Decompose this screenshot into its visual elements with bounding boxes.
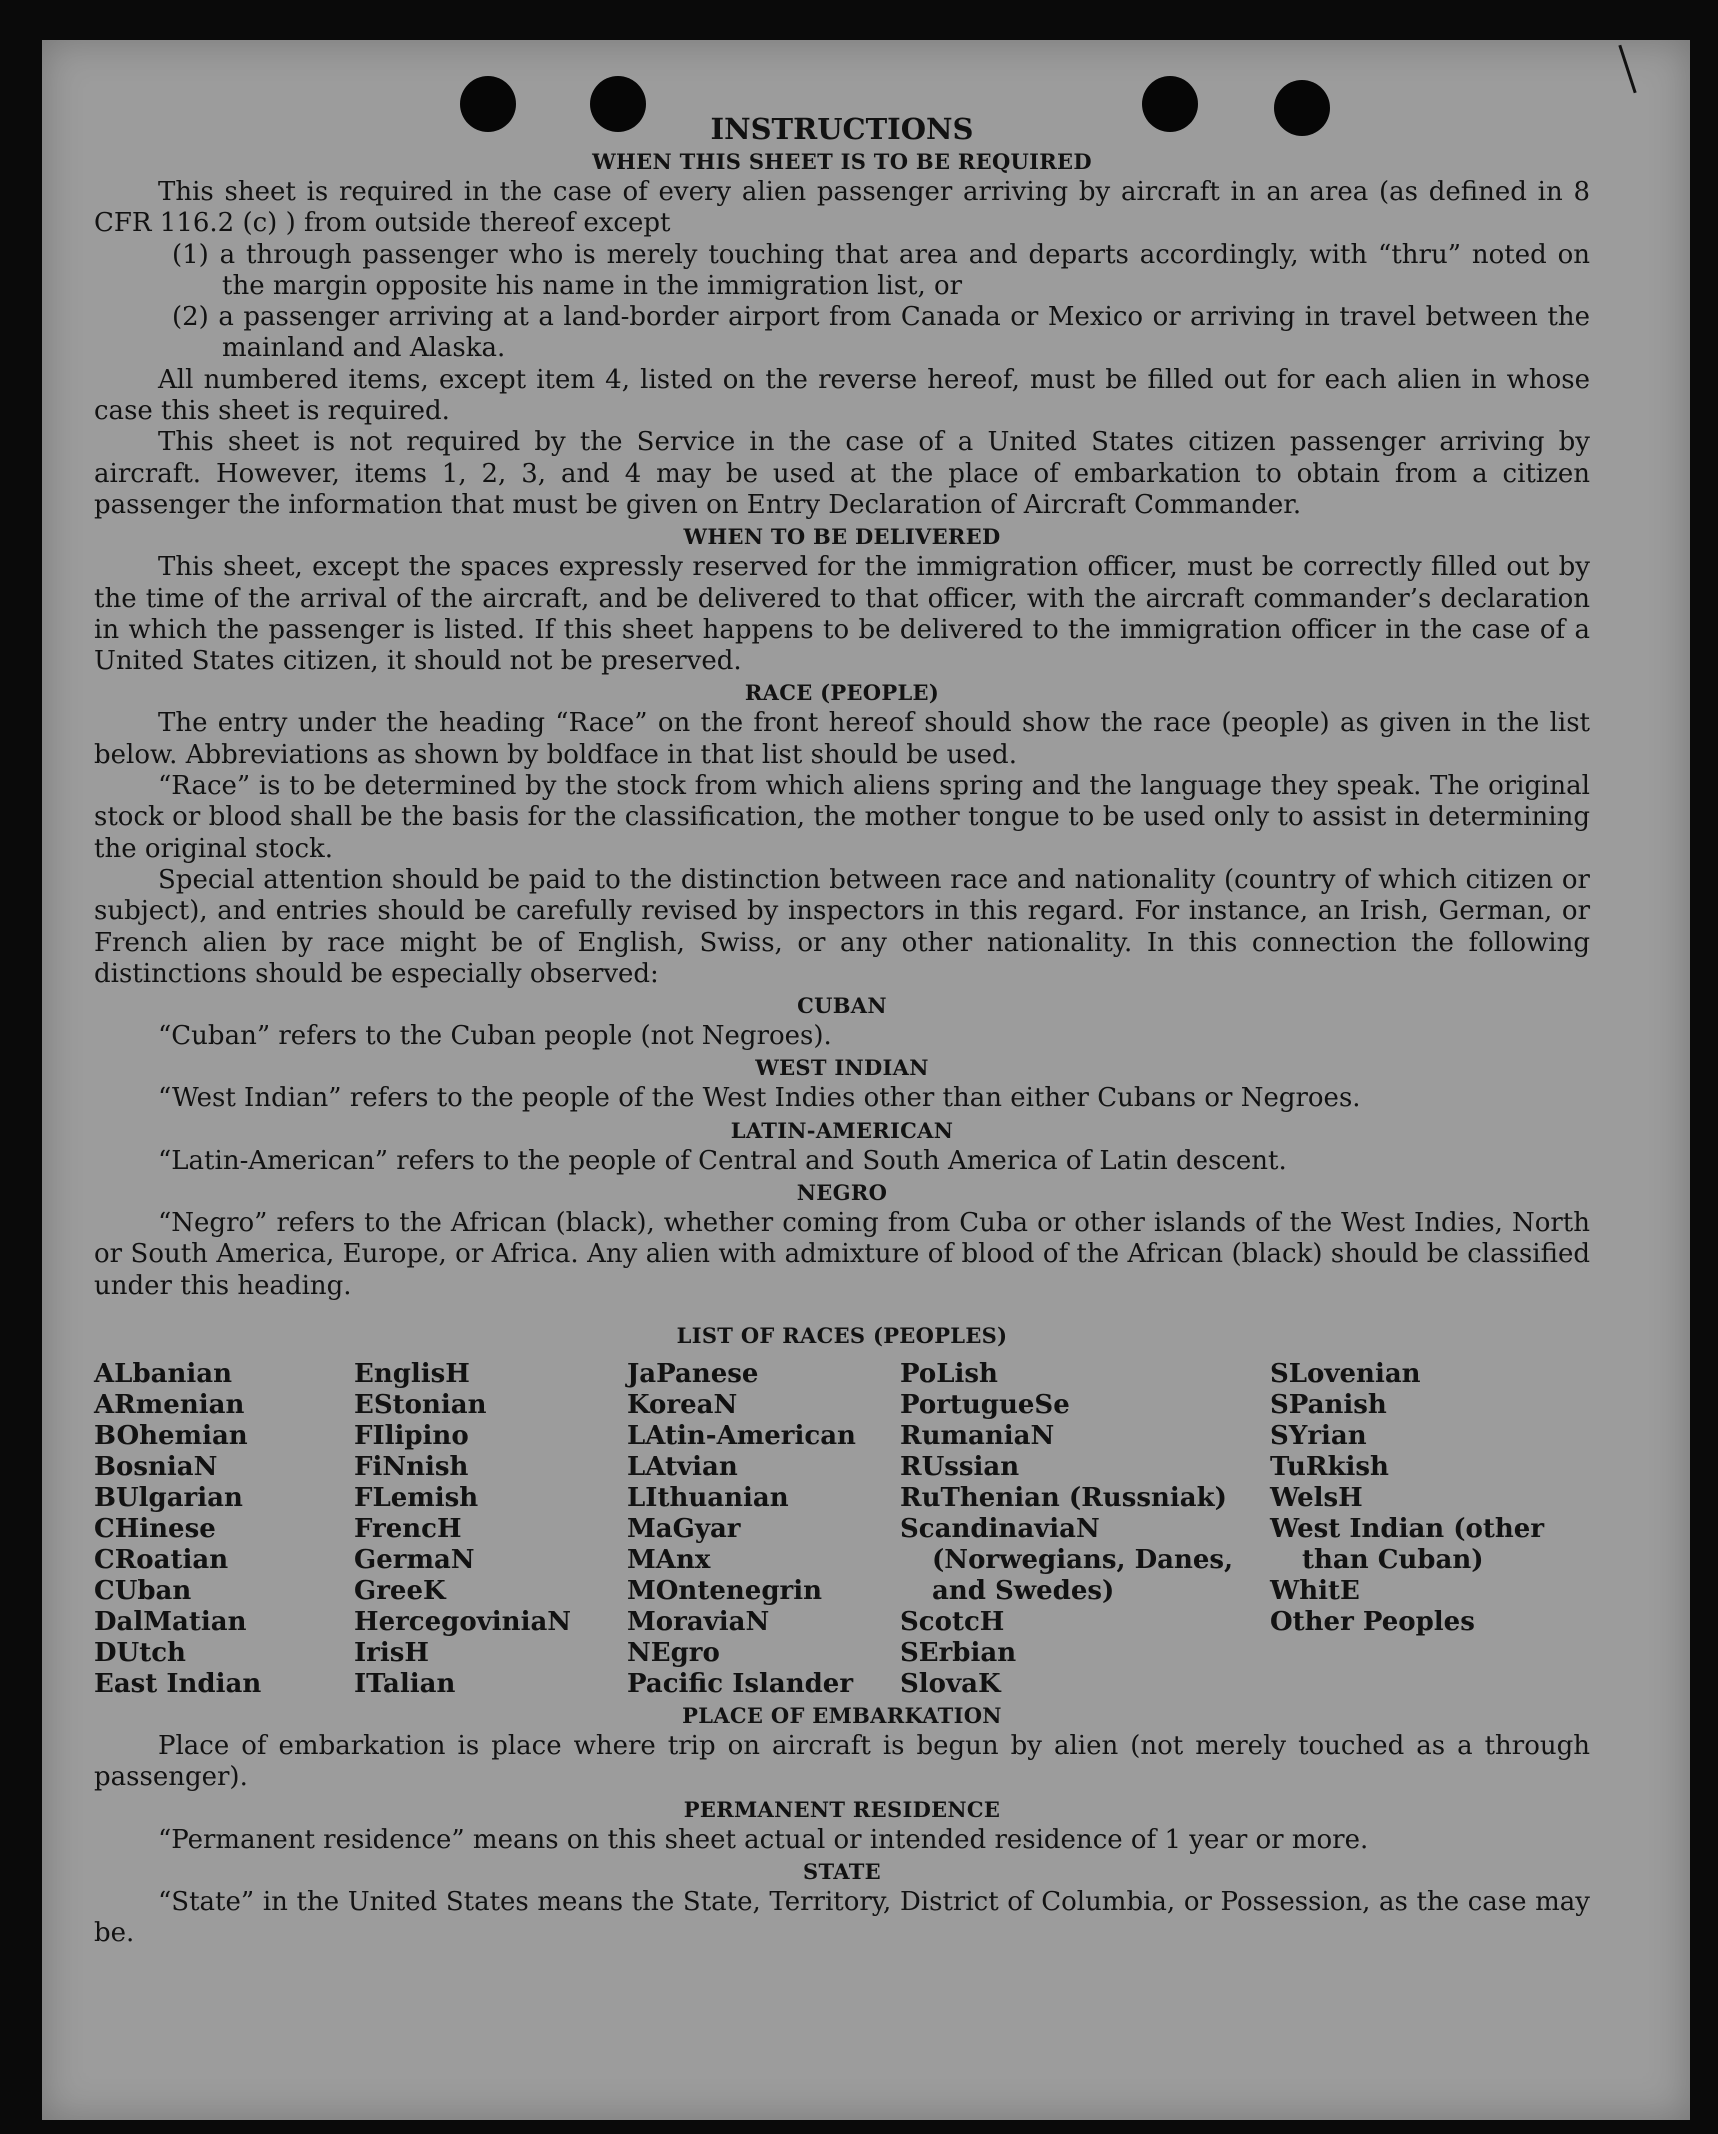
- race-list-item: MoraviaN: [627, 1606, 770, 1637]
- race-list-item: SlovaK: [900, 1668, 1001, 1699]
- paragraph-race-definition: “Race” is to be determined by the stock from which aliens spring and the language they speak. The original stock or blood shall be the basis for the classification, the mother tongue to be used only to assist in determining the original stock.: [94, 771, 1590, 864]
- race-list-item: FrencH: [354, 1513, 462, 1544]
- paragraph-embarkation: Place of embarkation is place where trip on aircraft is begun by alien (not merely touched as a through passenger).: [94, 1730, 1590, 1793]
- section-heading-when-delivered: WHEN TO BE DELIVERED: [683, 524, 1001, 550]
- race-list-item: NEgro: [627, 1637, 720, 1668]
- paragraph-latin-american: “Latin-American” refers to the people of Central and South America of Latin descent.: [158, 1145, 1287, 1176]
- section-heading-cuban: CUBAN: [797, 993, 887, 1019]
- race-column-1: [94, 1359, 354, 1700]
- race-list-item: BOhemian: [94, 1420, 248, 1451]
- exception-item-1: (1) a through passenger who is merely touching that area and departs accordingly, with “thru” noted on the margin opposite his name in the immigration list, or: [172, 239, 1590, 301]
- race-list-item: MOntenegrin: [627, 1575, 822, 1606]
- race-list-item: HercegoviniaN: [354, 1606, 572, 1637]
- race-list-item: FIlipino: [354, 1420, 469, 1451]
- race-list-item: TuRkish: [1270, 1451, 1389, 1482]
- race-list-item: ALbanian: [94, 1358, 233, 1389]
- section-heading-permanent-residence: PERMANENT RESIDENCE: [683, 1796, 1001, 1822]
- race-list-item: WelsH: [1270, 1482, 1363, 1513]
- paragraph-negro: “Negro” refers to the African (black), whether coming from Cuba or other islands of the West Indies, North or South America, Europe, or Africa. Any alien with admixture of blood of the African (black) should be classified under this heading.: [94, 1208, 1590, 1301]
- race-list-item: BosniaN: [94, 1451, 218, 1482]
- race-column-5: [1270, 1359, 1580, 1700]
- race-list-item: SLovenian: [1270, 1358, 1421, 1389]
- paragraph-cuban: “Cuban” refers to the Cuban people (not Negroes).: [158, 1021, 832, 1052]
- paragraph-state: “State” in the United States means the State, Territory, District of Columbia, or Possession, as the case may be.: [94, 1886, 1590, 1949]
- section-heading-negro: NEGRO: [796, 1180, 888, 1206]
- section-heading-west-indian: WEST INDIAN: [755, 1055, 929, 1081]
- race-list-item: GreeK: [354, 1575, 446, 1606]
- race-list-item: MAnx: [627, 1544, 711, 1575]
- section-heading-list-of-races: LIST OF RACES (PEOPLES): [676, 1322, 1008, 1348]
- race-list-item: ITalian: [354, 1668, 456, 1699]
- race-column-2: [354, 1359, 627, 1700]
- paragraph-permanent-residence: “Permanent residence” means on this sheet actual or intended residence of 1 year or more.: [158, 1824, 1369, 1855]
- race-list-item: East Indian: [94, 1668, 262, 1699]
- instructions-document: [94, 112, 1590, 1949]
- paragraph-citizen-passenger: This sheet is not required by the Service in the case of a United States citizen passenger arriving by aircraft. However, items 1, 2, 3, and 4 may be used at the place of embarkation to obtain from a citizen passenger the information that must be given on Entry Declaration of Aircraft Commander.: [94, 427, 1590, 520]
- race-list-item: SErbian: [900, 1637, 1017, 1668]
- race-list-item: WhitE: [1270, 1575, 1360, 1606]
- exception-item-2: (2) a passenger arriving at a land-border airport from Canada or Mexico or arriving in travel between the mainland and Alaska.: [172, 302, 1590, 364]
- race-list-item: RuThenian (Russniak): [900, 1482, 1227, 1513]
- race-list-item: EStonian: [354, 1389, 487, 1420]
- paragraph-numbered-items: All numbered items, except item 4, listed on the reverse hereof, must be filled out for each alien in whose case this sheet is required.: [94, 364, 1590, 427]
- section-heading-state: STATE: [803, 1858, 881, 1884]
- race-list-item: LIthuanian: [627, 1482, 789, 1513]
- section-heading-embarkation: PLACE OF EMBARKATION: [682, 1702, 1002, 1728]
- race-list-item: JaPanese: [627, 1358, 759, 1389]
- race-list-item: Other Peoples: [1270, 1606, 1475, 1637]
- paragraph-delivery: This sheet, except the spaces expressly reserved for the immigration officer, must be correctly filled out by the time of the arrival of the aircraft, and be delivered to that officer, with the aircraft commander’s declaration in which the passenger is listed. If this sheet happens to be delivered to the immigration officer in the case of a United States citizen, it should not be preserved.: [94, 552, 1590, 677]
- race-list-item: CUban: [94, 1575, 192, 1606]
- race-list-item: FLemish: [354, 1482, 479, 1513]
- race-list-item: MaGyar: [627, 1513, 741, 1544]
- race-list-item: SYrian: [1270, 1420, 1367, 1451]
- race-list-item: KoreaN: [627, 1389, 738, 1420]
- race-list-item: PoLish: [900, 1358, 998, 1389]
- race-list-item: FiNnish: [354, 1451, 469, 1482]
- race-list-item: CHinese: [94, 1513, 216, 1544]
- race-list-item: PortugueSe: [900, 1389, 1070, 1420]
- race-list-item: LAtvian: [627, 1451, 738, 1482]
- race-list-item: RUssian: [900, 1451, 1020, 1482]
- section-heading-when-required: WHEN THIS SHEET IS TO BE REQUIRED: [592, 149, 1092, 174]
- race-list-item: ARmenian: [94, 1389, 245, 1420]
- race-column-4: [900, 1359, 1270, 1700]
- race-list-item: GermaN: [354, 1544, 475, 1575]
- race-list-item: BUlgarian: [94, 1482, 243, 1513]
- race-list-table: [94, 1359, 1590, 1700]
- race-list-item: SPanish: [1270, 1389, 1387, 1420]
- race-list-item: IrisH: [354, 1637, 429, 1668]
- document-title: INSTRUCTIONS: [710, 112, 974, 146]
- race-list-item: LAtin-American: [627, 1420, 856, 1451]
- race-list-item: DUtch: [94, 1637, 186, 1668]
- paragraph-race-entry: The entry under the heading “Race” on the front hereof should show the race (people) as given in the list below. Abbreviations as shown by boldface in that list should be used.: [94, 708, 1590, 770]
- race-list-item: RumaniaN: [900, 1420, 1055, 1451]
- race-column-3: [627, 1359, 900, 1700]
- race-list-item: ScandinaviaN (Norwegians, Danes, and Swedes): [900, 1513, 1234, 1606]
- paragraph-required-intro: This sheet is required in the case of every alien passenger arriving by aircraft in an area (as defined in 8 CFR 116.2 (c) ) from outside thereof except: [94, 177, 1590, 239]
- race-list-item: DalMatian: [94, 1606, 247, 1637]
- paragraph-race-nationality: Special attention should be paid to the distinction between race and nationality (country of which citizen or subject), and entries should be carefully revised by inspectors in this regard. For instance, an Irish, German, or French alien by race might be of English, Swiss, or any other nationality. In this connection the following distinctions should be especially observed:: [94, 864, 1590, 989]
- race-list-item: ScotcH: [900, 1606, 1005, 1637]
- race-list-item: Pacific Islander: [627, 1668, 854, 1699]
- corner-tear-mark: [1618, 45, 1636, 93]
- section-heading-latin-american: LATIN-AMERICAN: [730, 1117, 954, 1143]
- section-heading-race: RACE (PEOPLE): [744, 680, 940, 706]
- paragraph-west-indian: “West Indian” refers to the people of the West Indies other than either Cubans or Negroes.: [158, 1083, 1361, 1114]
- race-list-item: EnglisH: [354, 1358, 470, 1389]
- race-list-item: CRoatian: [94, 1544, 229, 1575]
- race-list-item: West Indian (other than Cuban): [1270, 1513, 1545, 1575]
